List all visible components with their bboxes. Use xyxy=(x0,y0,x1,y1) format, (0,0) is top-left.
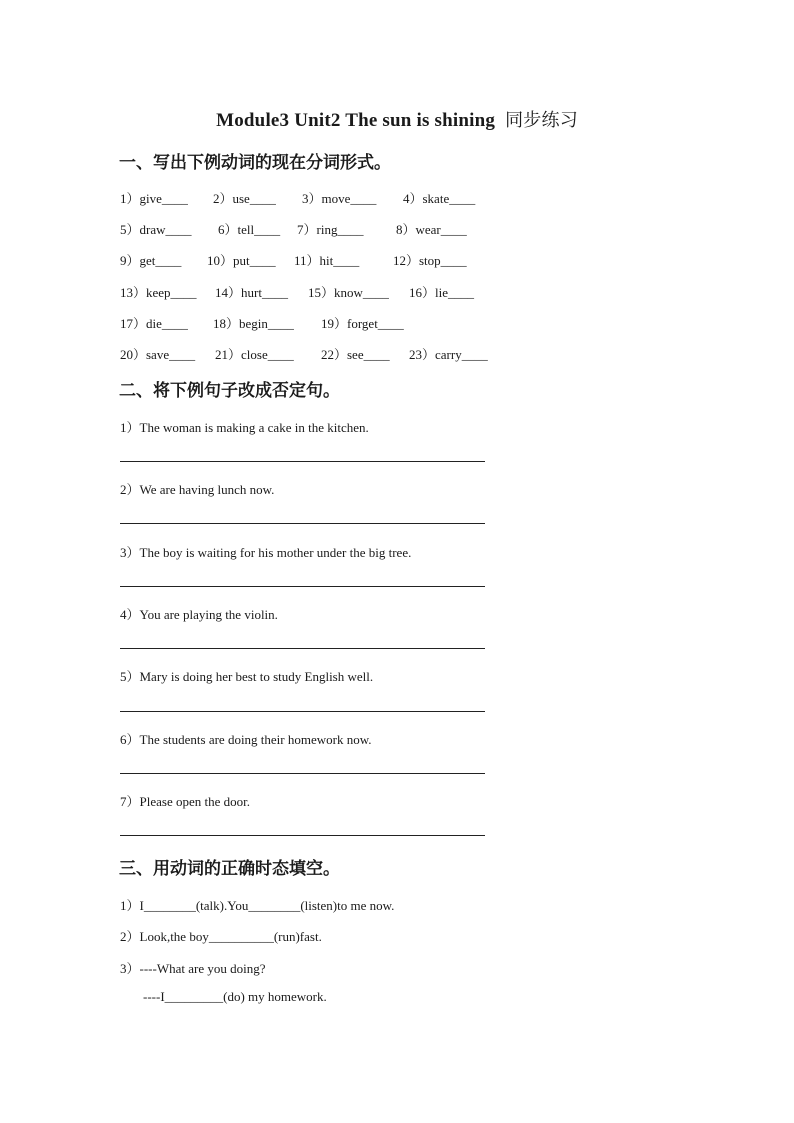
answer-line-2[interactable] xyxy=(120,523,485,524)
sentence-3: 3）The boy is waiting for his mother under the big tree. xyxy=(120,545,412,560)
verb-item: 11）hit____ xyxy=(294,253,360,268)
fill-blank-3-answer: ----I_________(do) my homework. xyxy=(143,989,327,1004)
verb-row-1 xyxy=(120,188,475,207)
answer-line-5[interactable] xyxy=(120,711,485,712)
page-title xyxy=(0,106,794,132)
verb-row-2 xyxy=(120,219,467,238)
verb-item: 18）begin____ xyxy=(213,316,294,331)
sentence-4: 4）You are playing the violin. xyxy=(120,607,278,622)
verb-item: 8）wear____ xyxy=(396,222,467,237)
verb-row-4 xyxy=(120,282,474,301)
verb-item: 1）give____ xyxy=(120,191,188,206)
title-en: Module3 Unit2 The sun is shining xyxy=(216,110,496,131)
answer-line-3[interactable] xyxy=(120,586,485,587)
verb-item: 5）draw____ xyxy=(120,222,192,237)
verb-item: 22）see____ xyxy=(321,347,390,362)
fill-blank-2: 2）Look,the boy__________(run)fast. xyxy=(120,929,322,944)
section1-heading: 一、写出下例动词的现在分词形式。 xyxy=(119,153,391,173)
section3-heading: 三、用动词的正确时态填空。 xyxy=(119,859,340,879)
verb-item: 6）tell____ xyxy=(218,222,281,237)
verb-item: 19）forget____ xyxy=(321,316,404,331)
verb-item: 10）put____ xyxy=(207,253,276,268)
verb-row-6 xyxy=(120,344,488,363)
verb-item: 12）stop____ xyxy=(393,253,467,268)
sentence-7: 7）Please open the door. xyxy=(120,794,250,809)
title-cn: 同步练习 xyxy=(505,110,578,131)
fill-blank-1: 1）I________(talk).You________(listen)to me now. xyxy=(120,898,395,913)
fill-blank-3-question: 3）----What are you doing? xyxy=(120,961,266,976)
verb-item: 13）keep____ xyxy=(120,285,197,300)
verb-row-3 xyxy=(120,250,467,269)
verb-item: 16）lie____ xyxy=(409,285,474,300)
sentence-5: 5）Mary is doing her best to study English well. xyxy=(120,669,374,684)
verb-item: 15）know____ xyxy=(308,285,389,300)
verb-item: 23）carry____ xyxy=(409,347,488,362)
verb-item: 14）hurt____ xyxy=(215,285,288,300)
verb-item: 7）ring____ xyxy=(297,222,364,237)
verb-row-5 xyxy=(120,313,404,332)
answer-line-1[interactable] xyxy=(120,461,485,462)
verb-item: 4）skate____ xyxy=(403,191,476,206)
verb-item: 20）save____ xyxy=(120,347,196,362)
answer-line-6[interactable] xyxy=(120,773,485,774)
verb-item: 9）get____ xyxy=(120,253,182,268)
answer-line-4[interactable] xyxy=(120,648,485,649)
section2-heading: 二、将下例句子改成否定句。 xyxy=(119,381,340,401)
sentence-1: 1）The woman is making a cake in the kitchen. xyxy=(120,420,369,435)
sentence-2: 2）We are having lunch now. xyxy=(120,482,275,497)
answer-line-7[interactable] xyxy=(120,835,485,836)
verb-item: 17）die____ xyxy=(120,316,188,331)
sentence-6: 6）The students are doing their homework now. xyxy=(120,732,372,747)
verb-item: 3）move____ xyxy=(302,191,377,206)
verb-item: 2）use____ xyxy=(213,191,276,206)
verb-item: 21）close____ xyxy=(215,347,294,362)
